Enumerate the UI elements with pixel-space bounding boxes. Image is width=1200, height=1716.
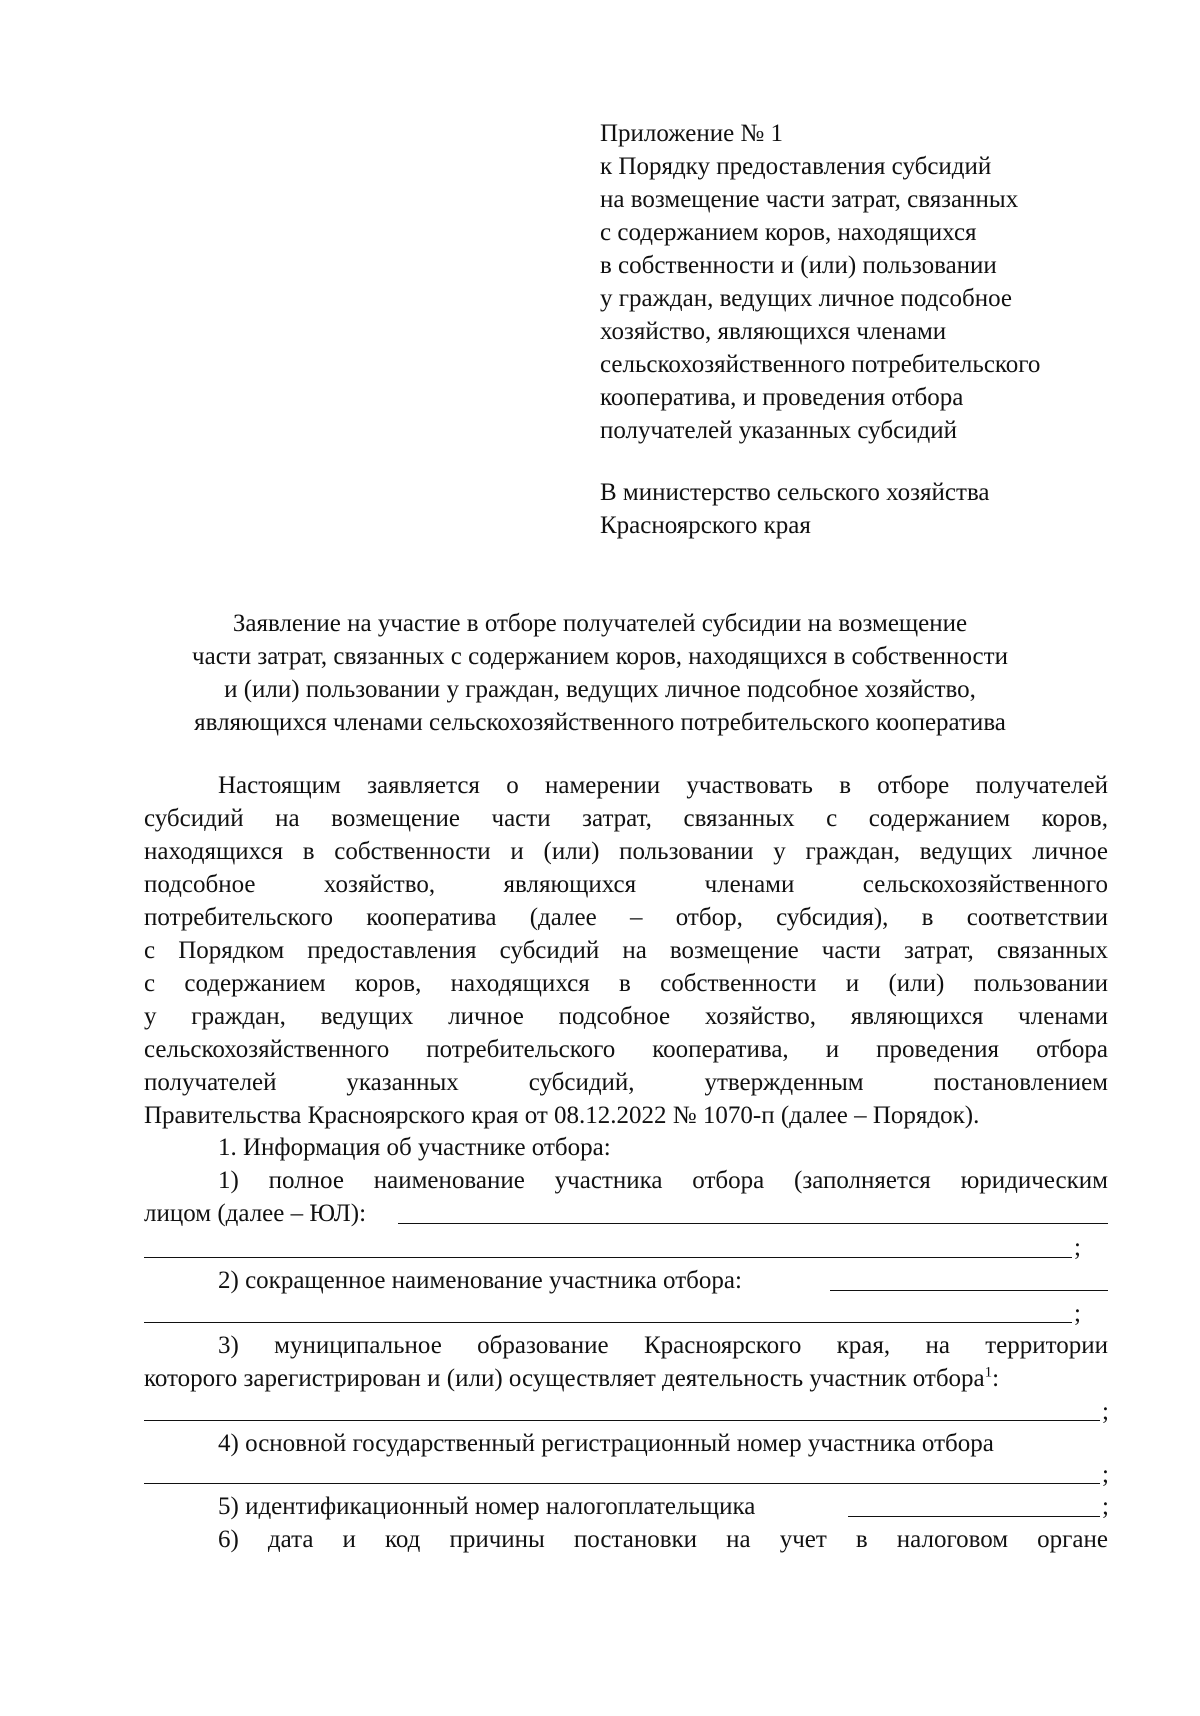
semicolon: ; bbox=[1074, 1300, 1081, 1327]
item-full-name-label-cont: лицом (далее – ЮЛ): bbox=[144, 1200, 367, 1227]
semicolon: ; bbox=[1102, 1461, 1109, 1488]
item-municipality-label: 3) муниципальное образование Красноярского края, на территории bbox=[218, 1332, 1108, 1359]
header-line: кооператива, и проведения отбора bbox=[600, 384, 964, 411]
header-line: к Порядку предоставления субсидий bbox=[600, 153, 992, 180]
item-short-name-label: 2) сокращенное наименование участника отбора: bbox=[218, 1267, 742, 1294]
addressee-line: В министерство сельского хозяйства bbox=[600, 479, 990, 506]
header-line: у граждан, ведущих личное подсобное bbox=[600, 285, 1013, 312]
header-line: Приложение № 1 bbox=[600, 120, 784, 147]
body-line: Правительства Красноярского края от 08.12.2022 № 1070-п (далее – Порядок). bbox=[144, 1102, 980, 1129]
body-line: подсобное хозяйство, являющихся членами сельскохозяйственного bbox=[144, 871, 1108, 898]
header-line: с содержанием коров, находящихся bbox=[600, 219, 977, 246]
body-line: потребительского кооператива (далее – отбор, субсидия), в соответствии bbox=[144, 904, 1108, 931]
full-name-field-line2[interactable] bbox=[144, 1257, 1072, 1258]
inn-field-line[interactable] bbox=[848, 1516, 1100, 1517]
body-line: получателей указанных субсидий, утвержденным постановлением bbox=[144, 1069, 1108, 1096]
header-line: сельскохозяйственного потребительского bbox=[600, 351, 1041, 378]
header-line: в собственности и (или) пользовании bbox=[600, 252, 997, 279]
item-inn-label: 5) идентификационный номер налогоплательщика bbox=[218, 1493, 756, 1520]
addressee-line: Красноярского края bbox=[600, 512, 811, 539]
item-full-name-label: 1) полное наименование участника отбора (заполняется юридическим bbox=[218, 1167, 1108, 1194]
title-line: Заявление на участие в отборе получателей субсидии на возмещение bbox=[232, 610, 968, 637]
body-line: Настоящим заявляется о намерении участвовать в отборе получателей bbox=[218, 772, 1108, 799]
body-line: субсидий на возмещение части затрат, связанных с содержанием коров, bbox=[144, 805, 1108, 832]
body-line: с Порядком предоставления субсидий на возмещение части затрат, связанных bbox=[144, 937, 1108, 964]
full-name-field-line1[interactable] bbox=[398, 1223, 1108, 1224]
municipality-label-text: которого зарегистрирован и (или) осуществляет деятельность участник отбора bbox=[144, 1365, 985, 1392]
body-line: сельскохозяйственного потребительского кооператива, и проведения отбора bbox=[144, 1036, 1108, 1063]
item-tax-registration-label: 6) дата и код причины постановки на учет в налоговом органе bbox=[218, 1526, 1108, 1553]
body-line: у граждан, ведущих личное подсобное хозяйство, являющихся членами bbox=[144, 1003, 1108, 1030]
header-line: на возмещение части затрат, связанных bbox=[600, 186, 1019, 213]
semicolon: ; bbox=[1074, 1234, 1081, 1261]
item-municipality-label-cont bbox=[144, 1363, 999, 1395]
colon: : bbox=[992, 1365, 1000, 1392]
title-line: части затрат, связанных с содержанием коров, находящихся в собственности bbox=[192, 643, 1008, 670]
footnote-marker: 1 bbox=[984, 1364, 993, 1381]
item-ogrn-label: 4) основной государственный регистрационный номер участника отбора bbox=[218, 1430, 994, 1457]
semicolon: ; bbox=[1102, 1493, 1109, 1520]
ogrn-field-line[interactable] bbox=[144, 1483, 1100, 1484]
short-name-field-line1[interactable] bbox=[830, 1290, 1108, 1291]
title-line: и (или) пользовании у граждан, ведущих личное подсобное хозяйство, bbox=[224, 676, 976, 703]
body-line: находящихся в собственности и (или) пользовании у граждан, ведущих личное bbox=[144, 838, 1108, 865]
municipality-field-line[interactable] bbox=[144, 1420, 1100, 1421]
header-line: получателей указанных субсидий bbox=[600, 417, 958, 444]
short-name-field-line2[interactable] bbox=[144, 1322, 1072, 1323]
semicolon: ; bbox=[1102, 1398, 1109, 1425]
header-line: хозяйство, являющихся членами bbox=[600, 318, 947, 345]
body-line: с содержанием коров, находящихся в собственности и (или) пользовании bbox=[144, 970, 1108, 997]
section-heading: 1. Информация об участнике отбора: bbox=[218, 1134, 611, 1161]
title-line: являющихся членами сельскохозяйственного потребительского кооператива bbox=[194, 709, 1006, 736]
